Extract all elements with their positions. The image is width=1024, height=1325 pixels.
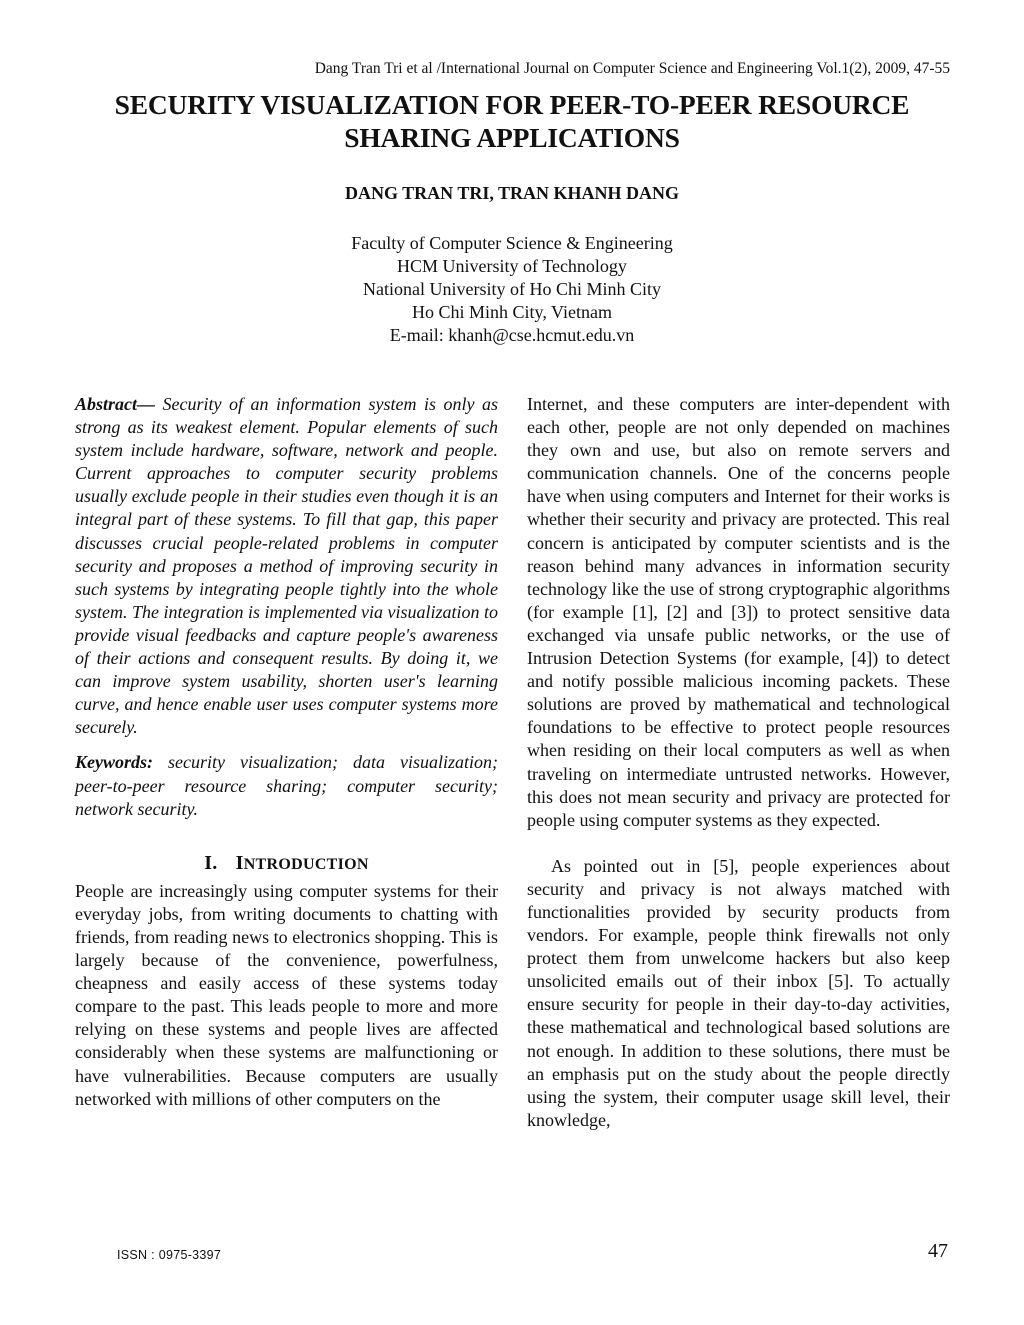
footer-issn: ISSN : 0975-3397 — [117, 1248, 222, 1262]
affiliation-block — [0, 232, 1024, 347]
affiliation-university: HCM University of Technology — [397, 256, 627, 276]
keywords — [75, 751, 498, 820]
abstract-label: Abstract— — [75, 394, 156, 414]
section-title-initial: I — [235, 851, 244, 874]
left-column — [75, 393, 498, 1111]
intro-paragraph-1: People are increasingly using computer systems for their everyday jobs, from writing documents to chatting with friends, from reading news to electronics shopping. This is largely because of the convenience, powerfulness, cheapness and easily access of these systems today compare to the past. This leads people to more and more relying on these systems and people lives are affected considerably when these systems are malfunctioning or have vulnerabilities. Because computers are usually networked with millions of other computers on the — [75, 880, 498, 1109]
paper-title-line-2: SHARING APPLICATIONS — [344, 122, 680, 153]
paper-title — [60, 88, 964, 154]
affiliation-national: National University of Ho Chi Minh City — [363, 279, 661, 299]
section-heading-introduction — [75, 852, 498, 876]
affiliation-email: E-mail: khanh@cse.hcmut.edu.vn — [389, 325, 635, 345]
keywords-label: Keywords: — [75, 752, 153, 773]
keywords-text: security visualization; data visualization; peer-to-peer resource sharing; computer security; network security. — [75, 752, 498, 819]
section-number: I. — [204, 851, 218, 874]
abstract-text: Security of an information system is only as strong as its weakest element. Popular elements of such system include hardware, software, network and people. Current approaches to computer security problems usually exclude people in their studies even though it is an integral part of these systems. To fill that gap, this paper discusses crucial people-related problems in computer security and proposes a method of improving security in such systems by integrating people tightly into the whole system. The integration is implemented via visualization to provide visual feedbacks and capture people's awareness of their actions and consequent results. By doing it, we can improve system usability, shorten user's learning curve, and hence enable user uses computer systems more securely. — [75, 394, 498, 738]
section-title-rest: NTRODUCTION — [243, 855, 369, 873]
abstract — [75, 393, 498, 739]
intro-paragraph-2: Internet, and these computers are inter-dependent with each other, people are not only depended on machines they own and use, but also on remote servers and communication channels. One of the concerns people have when using computers and Internet for their works is whether their security and privacy are protected. This real concern is anticipated by computer scientists and is the reason behind many advances in information security technology like the use of strong cryptographic algorithms (for example [1], [2] and [3]) to protect sensitive data exchanged via unsafe public networks, or the use of Intrusion Detection Systems (for example, [4]) to detect and notify possible malicious incoming packets. These solutions are proved by mathematical and technological foundations to be effective to protect people resources when residing on their local computers as well as when traveling on intermediate untrusted networks. However, this does not mean security and privacy are protected for people using computer systems as they expected. — [527, 394, 950, 830]
affiliation-faculty: Faculty of Computer Science & Engineering — [351, 233, 673, 253]
right-column — [527, 393, 950, 1132]
paper-title-line-1: SECURITY VISUALIZATION FOR PEER-TO-PEER RESOURCE — [114, 89, 910, 120]
affiliation-city: Ho Chi Minh City, Vietnam — [412, 302, 612, 322]
page-number: 47 — [928, 1240, 948, 1262]
intro-paragraph-3: As pointed out in [5], people experiences about security and privacy is not always matched with functionalities provided by security products from vendors. For example, people think firewalls not only protect them from unwelcome hackers but also keep unsolicited emails out of their inbox [5]. To actually ensure security for people in their day-to-day activities, these mathematical and technological based solutions are not enough. In addition to these solutions, there must be an emphasis put on the study about the people directly using the system, their computer usage skill level, their knowledge, — [527, 855, 950, 1130]
author-list: DANG TRAN TRI, TRAN KHANH DANG — [344, 183, 680, 203]
running-header: Dang Tran Tri et al /International Journal on Computer Science and Engineering Vol.1(2), 2009, 47-55 — [314, 60, 950, 77]
